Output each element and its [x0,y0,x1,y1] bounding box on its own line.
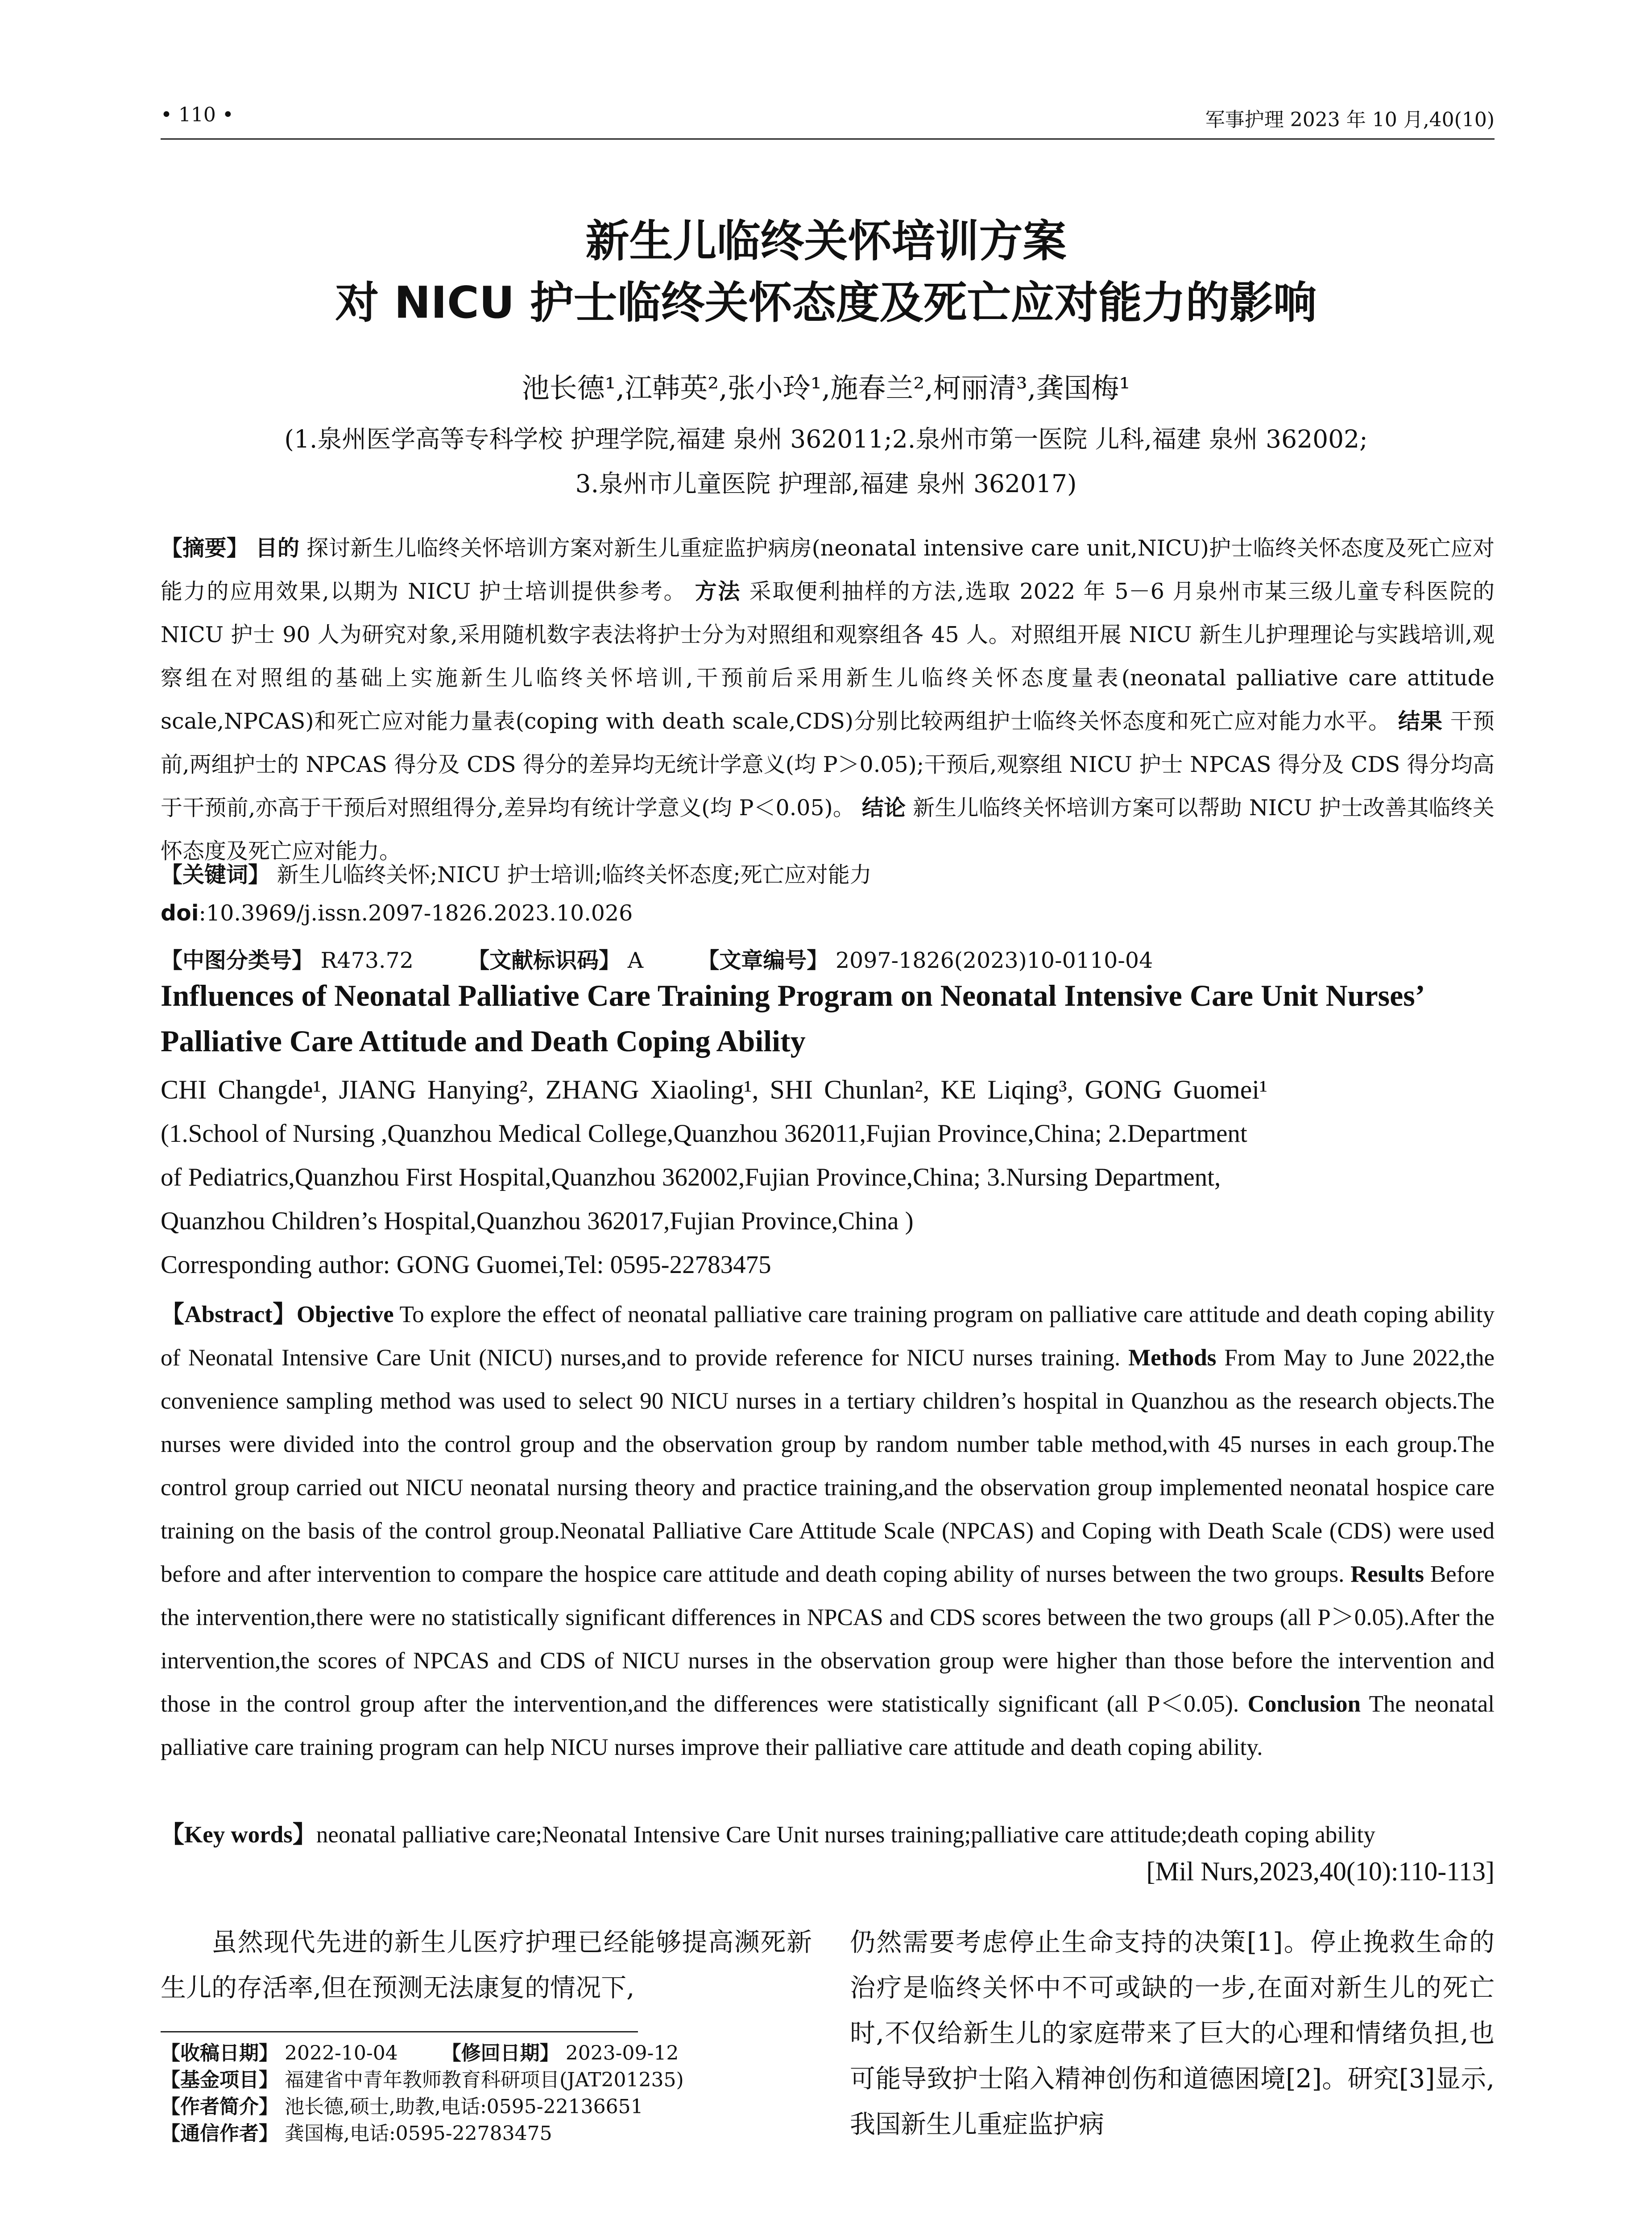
english-affiliation-line-2: of Pediatrics,Quanzhou First Hospital,Quanzhou 362002,Fujian Province,China; 3.Nursing Department, [161,1163,1221,1191]
objective-label: 目的 [255,535,300,561]
doi-text: :10.3969/j.issn.2097-1826.2023.10.026 [199,900,633,926]
footnote-author [161,2094,830,2120]
author-bio-text: 池长德,硕士,助教,电话:0595-22136651 [285,2095,643,2118]
body-left-column: 虽然现代先进的新生儿医疗护理已经能够提高濒死新生儿的存活率,但在预测无法康复的情况下, [161,1928,812,2003]
en-conclusion-text: The neonatal palliative care training program can help NICU nurses improve their palliative care attitude and death coping ability. [161,1691,1495,1760]
en-results-label: Results [1350,1561,1424,1587]
methods-label: 方法 [695,579,741,604]
clc-label: 【中图分类号】 [161,948,314,973]
abstract-en-label: 【Abstract】 [161,1302,297,1327]
footnote-fund [161,2067,830,2094]
english-title-line-2: Palliative Care Attitude and Death Coping Ability [161,1024,806,1058]
results-text: 干预前,两组护士的 NPCAS 得分及 CDS 得分的差异均无统计学意义(均 P＞0.05);干预后,观察组 NICU 护士 NPCAS 得分及 CDS 得分均高于干预前,亦高于干预后对照组得分,差异均有统计学意义(均 P＜0.05)。 [161,709,1495,821]
title-line-1: 新生儿临终关怀培训方案 [585,216,1067,267]
body-right-column: 仍然需要考虑停止生命支持的决策[1]。停止挽救生命的治疗是临终关怀中不可或缺的一步,在面对新生儿的死亡时,不仅给新生儿的家庭带来了巨大的心理和情绪负担,也可能导致护士陷入精神创伤和道德困境[2]。研究[3]显示,我国新生儿重症监护病 [850,1928,1495,2139]
header-divider [161,138,1495,140]
doc-code-label: 【文献标识码】 [468,948,621,973]
results-label: 结果 [1398,709,1443,734]
article-number-value: 2097-1826(2023)10-0110-04 [835,948,1153,973]
citation: [Mil Nurs,2023,40(10):110-113] [1146,1857,1495,1886]
footnote-dates [161,2040,830,2067]
revised-label: 【修回日期】 [441,2042,559,2065]
english-title-line-1: Influences of Neonatal Palliative Care Training Program on Neonatal Intensive Care Unit Nurses’ [161,979,1425,1012]
footnote-corresponding [161,2120,830,2147]
abstract-cn-label: 【摘要】 [161,535,248,561]
english-authors: CHI Changde¹, JIANG Hanying², ZHANG Xiaoling¹, SHI Chunlan², KE Liqing³, GONG Guomei¹ [161,1075,1268,1104]
title-line-2: 对 NICU 护士临终关怀态度及死亡应对能力的影响 [335,278,1317,328]
methods-text: 采取便利抽样的方法,选取 2022 年 5－6 月泉州市某三级儿童专科医院的 NICU 护士 90 人为研究对象,采用随机数字表法将护士分为对照组和观察组各 45 人。对照组开展 NICU 新生儿护理理论与实践培训,观察组在对照组的基础上实施新生儿临终关怀培训,干预前后采用新生儿临终关怀态度量表(neonatal palliative care attitude scale,NPCAS)和死亡应对能力量表(coping with death scale,CDS)分别比较两组护士临终关怀态度和死亡应对能力水平。 [161,579,1495,734]
affiliation-line-1: (1.泉州医学高等专科学校 护理学院,福建 泉州 362011;2.泉州市第一医院 儿科,福建 泉州 362002; [284,425,1368,453]
en-methods-label: Methods [1128,1345,1217,1371]
english-affiliation-line-3: Quanzhou Children’s Hospital,Quanzhou 362017,Fujian Province,China ) [161,1207,914,1235]
page-number: • 110 • [161,104,234,126]
doc-code-value: A [627,948,644,973]
revised-date: 2023-09-12 [565,2042,679,2065]
authors-cn: 池长德¹,江韩英²,张小玲¹,施春兰²,柯丽清³,龚国梅¹ [522,372,1130,404]
conclusion-label: 结论 [861,795,906,821]
footnotes [161,2040,830,2147]
conclusion-text: 新生儿临终关怀培训方案可以帮助 NICU 护士改善其临终关怀态度及死亡应对能力。 [161,795,1495,864]
english-affiliation-line-1: (1.School of Nursing ,Quanzhou Medical College,Quanzhou 362011,Fujian Province,China; 2.Department [161,1120,1247,1148]
corresponding-text: 龚国梅,电话:0595-22783475 [285,2122,552,2145]
journal-issue: 军事护理 2023 年 10 月,40(10) [1205,108,1495,131]
en-objective-label: Objective [296,1302,394,1327]
clc-value: R473.72 [320,948,414,973]
article-number-label: 【文章编号】 [697,948,829,973]
en-objective-text: To explore the effect of neonatal palliative care training program on palliative care attitude and death coping ability of Neonatal Intensive Care Unit (NICU) nurses,and to provide reference for NICU nurses training. [161,1302,1495,1371]
fund-text: 福建省中青年教师教育科研项目(JAT201235) [285,2069,684,2091]
abstract-cn [161,527,1495,873]
corresponding-label: 【通信作者】 [161,2122,278,2145]
en-methods-text: From May to June 2022,the convenience sampling method was used to select 90 NICU nurses in a tertiary children’s hospital in Quanzhou as the research objects.The nurses were divided into the control group and the observation group by random number table method,with 45 nurses in each group.The control group carried out NICU neonatal nursing theory and practice training,and the observation group implemented neonatal hospice care training on the basis of the control group.Neonatal Palliative Care Attitude Scale (NPCAS) and Coping with Death Scale (CDS) were used before and after intervention to compare the hospice care attitude and death coping ability of nurses between the two groups. [161,1345,1495,1587]
footnote-divider [161,2031,638,2032]
affiliation-line-2: 3.泉州市儿童医院 护理部,福建 泉州 362017) [575,469,1077,498]
classification-row [161,943,1495,975]
received-date: 2022-10-04 [285,2042,398,2065]
keywords-cn-label: 【关键词】 [161,862,270,887]
author-bio-label: 【作者简介】 [161,2095,278,2118]
keywords-en-text: neonatal palliative care;Neonatal Intensive Care Unit nurses training;palliative care attitude;death coping ability [316,1822,1375,1848]
abstract-en [161,1293,1495,1769]
objective-text: 探讨新生儿临终关怀培训方案对新生儿重症监护病房(neonatal intensive care unit,NICU)护士临终关怀态度及死亡应对能力的应用效果,以期为 NICU 护士培训提供参考。 [161,535,1495,604]
fund-label: 【基金项目】 [161,2069,278,2091]
corresponding-author: Corresponding author: GONG Guomei,Tel: 0595-22783475 [161,1251,771,1279]
doi-label: doi [161,900,199,926]
received-label: 【收稿日期】 [161,2042,278,2065]
en-results-text: Before the intervention,there were no statistically significant differences in NPCAS and CDS scores between the two groups (all P＞0.05).After the intervention,the scores of NPCAS and CDS of NICU nurses in the observation group were higher than those before the intervention and those in the control group after the intervention,and the differences were statistically significant (all P＜0.05). [161,1561,1495,1717]
keywords-en [161,1813,1495,1857]
en-conclusion-label: Conclusion [1247,1691,1361,1717]
doi [161,900,633,926]
keywords-cn [161,858,872,889]
keywords-cn-text: 新生儿临终关怀;NICU 护士培训;临终关怀态度;死亡应对能力 [277,862,872,887]
keywords-en-label: 【Key words】 [161,1822,316,1848]
